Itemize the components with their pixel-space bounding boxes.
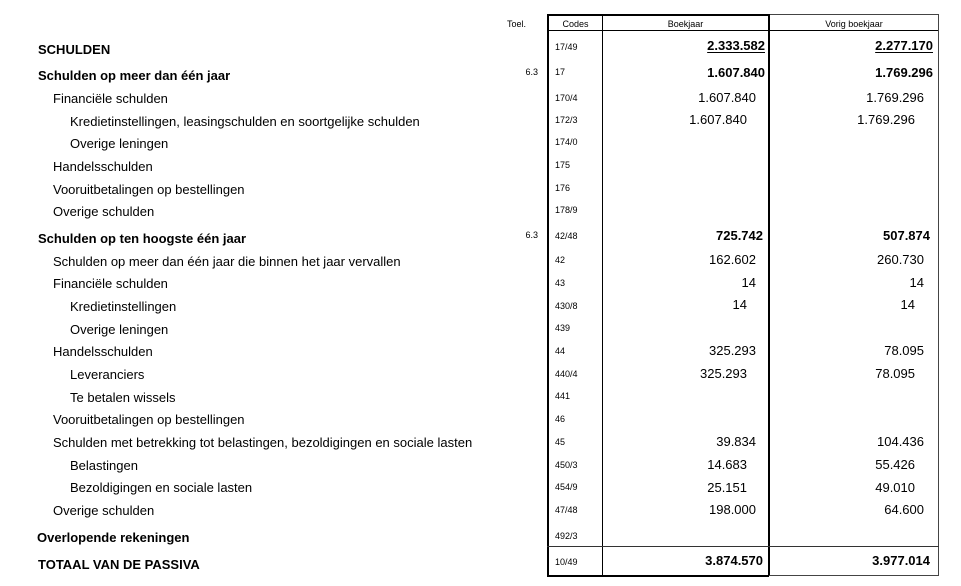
row-code: 178/9 — [555, 205, 578, 215]
row-label-schulden-binnen-jaar-vervallen: Schulden op meer dan één jaar die binnen het jaar vervallen — [53, 254, 401, 269]
row-label-belastingen: Belastingen — [70, 458, 138, 473]
codes-right-border — [602, 14, 603, 576]
row-boekjaar-value: 2.333.582 — [707, 38, 765, 53]
row-vorig-value: 14 — [909, 275, 924, 290]
row-label-kredietinstellingen-leasing: Kredietinstellingen, leasingschulden en soortgelijke schulden — [70, 114, 420, 129]
row-boekjaar-value: 325.293 — [709, 343, 756, 358]
row-code: 46 — [555, 414, 566, 424]
row-vorig-value: 49.010 — [875, 480, 915, 495]
row-label-vooruitbetalingen-kort: Vooruitbetalingen op bestellingen — [53, 412, 245, 427]
header-bottom-border — [547, 30, 939, 31]
row-boekjaar-value: 725.742 — [716, 228, 763, 243]
row-label-overlopende-rekeningen: Overlopende rekeningen — [37, 530, 190, 545]
vorig-boekjaar-column-header: Vorig boekjaar — [825, 19, 883, 29]
row-vorig-value: 2.277.170 — [875, 38, 933, 53]
row-code: 430/8 — [555, 301, 578, 311]
row-boekjaar-value: 14 — [741, 275, 756, 290]
row-vorig-value: 78.095 — [875, 366, 915, 381]
table-left-border — [547, 14, 549, 576]
row-label-belastingen-bezoldigingen: Schulden met betrekking tot belastingen, bezoldigingen en sociale lasten — [53, 435, 473, 450]
row-vorig-value: 507.874 — [883, 228, 930, 243]
row-boekjaar-value: 1.607.840 — [689, 112, 747, 127]
row-toel: 6.3 — [525, 230, 538, 240]
row-label-bezoldigingen: Bezoldigingen en sociale lasten — [70, 480, 253, 495]
row-boekjaar-value: 3.874.570 — [705, 553, 763, 568]
row-label-vooruitbetalingen: Vooruitbetalingen op bestellingen — [53, 182, 245, 197]
row-boekjaar-value: 325.293 — [700, 366, 747, 381]
toel-column-header: Toel. — [507, 19, 527, 29]
row-boekjaar-value: 25.151 — [707, 480, 747, 495]
table-top-border-vorig — [769, 14, 939, 15]
row-vorig-value: 64.600 — [884, 502, 924, 517]
row-label-financiele-schulden: Financiële schulden — [53, 91, 168, 106]
row-code: 170/4 — [555, 93, 578, 103]
row-code: 10/49 — [555, 557, 578, 567]
table-bottom-border — [547, 575, 769, 577]
row-vorig-value: 1.769.296 — [875, 65, 933, 80]
boekjaar-column-header: Boekjaar — [667, 19, 704, 29]
table-right-border — [938, 14, 939, 576]
row-code: 174/0 — [555, 137, 578, 147]
row-vorig-value: 1.769.296 — [857, 112, 915, 127]
row-code: 454/9 — [555, 482, 578, 492]
row-boekjaar-value: 162.602 — [709, 252, 756, 267]
row-toel: 6.3 — [525, 67, 538, 77]
row-label-totaal-van-de-passiva: TOTAAL VAN DE PASSIVA — [38, 557, 200, 572]
row-label-financiele-schulden-kort: Financiële schulden — [53, 276, 168, 291]
row-label-handelsschulden: Handelsschulden — [53, 159, 153, 174]
row-vorig-value: 3.977.014 — [872, 553, 930, 568]
row-code: 450/3 — [555, 460, 578, 470]
row-code: 44 — [555, 346, 566, 356]
table-top-border — [547, 14, 769, 16]
row-code: 440/4 — [555, 369, 578, 379]
row-boekjaar-value: 1.607.840 — [707, 65, 765, 80]
row-vorig-value: 55.426 — [875, 457, 915, 472]
boekjaar-right-border — [768, 14, 770, 576]
row-label-overige-leningen-kort: Overige leningen — [70, 322, 169, 337]
row-code: 17 — [555, 67, 566, 77]
codes-column-header: Codes — [562, 19, 589, 29]
row-code: 17/49 — [555, 42, 578, 52]
table-bottom-border-vorig — [769, 575, 939, 576]
row-label-leveranciers: Leveranciers — [70, 367, 145, 382]
row-code: 175 — [555, 160, 571, 170]
row-vorig-value: 14 — [900, 297, 915, 312]
row-label-overige-schulden-kort: Overige schulden — [53, 503, 155, 518]
row-code: 439 — [555, 323, 571, 333]
row-code: 43 — [555, 278, 566, 288]
row-vorig-value: 104.436 — [877, 434, 924, 449]
row-code: 176 — [555, 183, 571, 193]
row-label-kredietinstellingen: Kredietinstellingen — [70, 299, 177, 314]
row-code: 441 — [555, 391, 571, 401]
row-label-overige-leningen: Overige leningen — [70, 136, 169, 151]
row-vorig-value: 78.095 — [884, 343, 924, 358]
row-code: 47/48 — [555, 505, 578, 515]
row-code: 42 — [555, 255, 566, 265]
row-boekjaar-value: 14.683 — [707, 457, 747, 472]
row-vorig-value: 260.730 — [877, 252, 924, 267]
row-vorig-value: 1.769.296 — [866, 90, 924, 105]
row-code: 172/3 — [555, 115, 578, 125]
row-code: 42/48 — [555, 231, 578, 241]
row-label-schulden: SCHULDEN — [38, 42, 111, 57]
row-boekjaar-value: 198.000 — [709, 502, 756, 517]
row-boekjaar-value: 14 — [732, 297, 747, 312]
row-label-schulden-meer-dan-een-jaar: Schulden op meer dan één jaar — [38, 68, 231, 83]
row-boekjaar-value: 39.834 — [716, 434, 756, 449]
row-code: 492/3 — [555, 531, 578, 541]
total-top-border — [547, 546, 939, 547]
row-label-overige-schulden: Overige schulden — [53, 204, 155, 219]
row-label-schulden-ten-hoogste-een-jaar: Schulden op ten hoogste één jaar — [38, 231, 247, 246]
row-code: 45 — [555, 437, 566, 447]
row-label-te-betalen-wissels: Te betalen wissels — [70, 390, 176, 405]
row-label-handelsschulden-kort: Handelsschulden — [53, 344, 153, 359]
row-boekjaar-value: 1.607.840 — [698, 90, 756, 105]
